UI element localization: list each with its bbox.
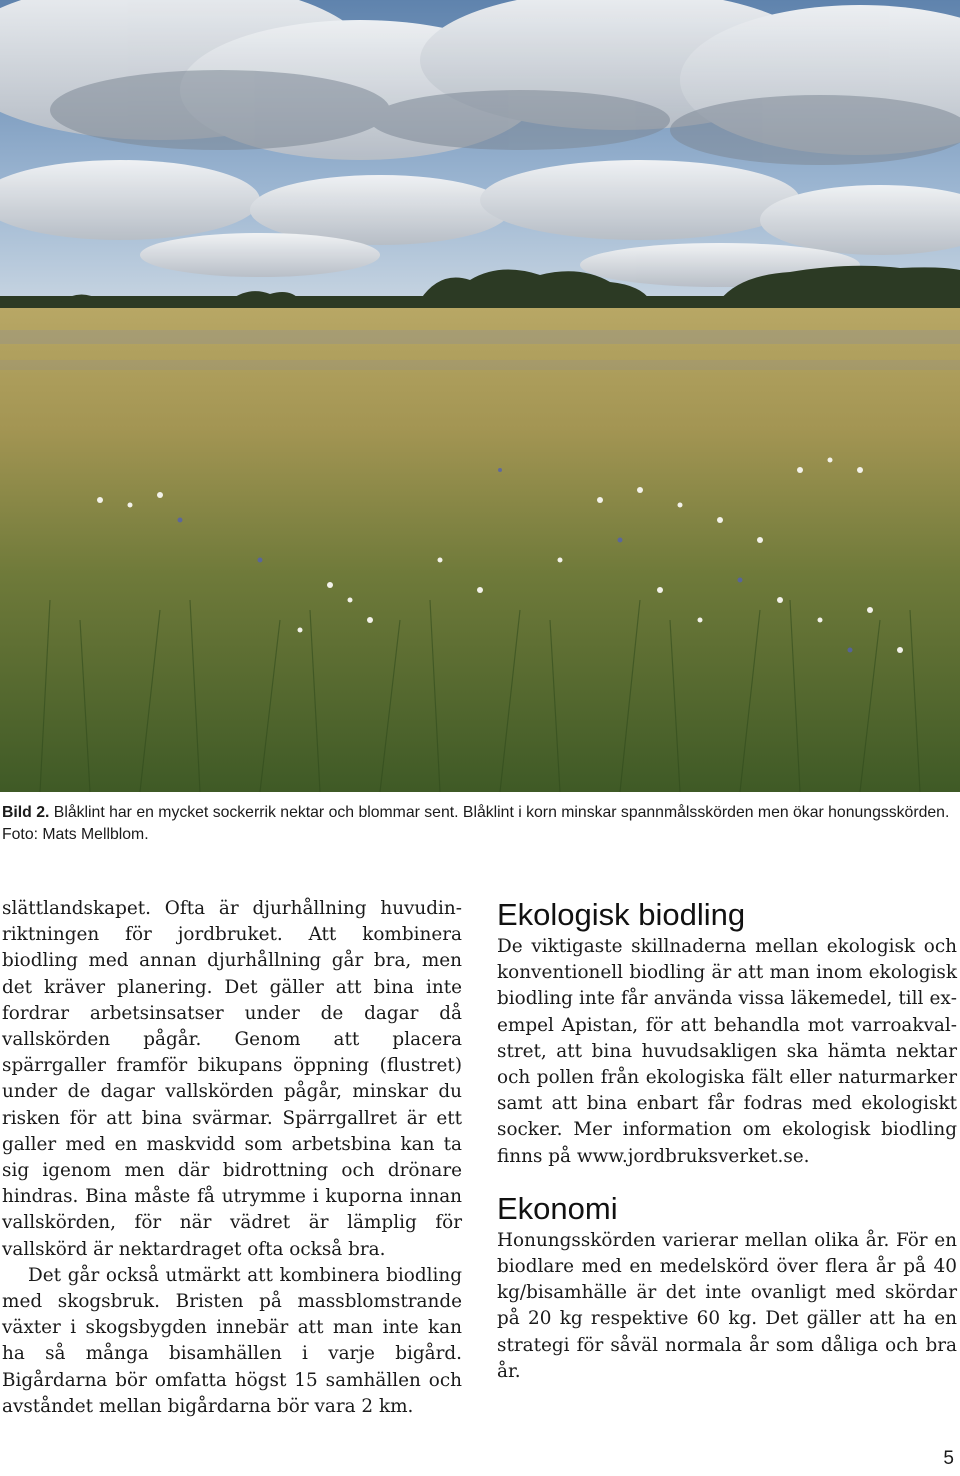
caption-label: Bild 2.: [2, 804, 50, 821]
ecological-paragraph: De viktigaste skillnaderna mellan ekologisk och konventionell biodling är att man inom ekologisk biodling inte får använda vissa läkemedel, till exempel Apistan, för att behandla mot varroakvalstret, att bina huvudsakligen ska hämta nektar och pollen från ekologiska fält eller naturmarker samt att bina enbart får fodras med ekologiskt socker. Mer information om ekologisk biodling finns på www.jordbruksverket.se.: [497, 936, 957, 1167]
economy-paragraph: Honungsskörden varierar mellan olika år. För en biodlare med en medelskörd över flera år på 40 kg/bisamhälle är det inte ovanligt med skördar på 20 kg respektive 60 kg. Det gäller att ha en strategi för såväl normala år som dåliga och bra år.: [497, 1229, 957, 1382]
page-number: 5: [943, 1448, 954, 1469]
caption-text: Blåklint har en mycket sockerrik nektar och blommar sent. Blåklint i korn minskar spannmålsskörden men ökar honungsskörden. Foto: Mats Mellblom.: [2, 804, 950, 843]
photo-caption: [2, 802, 952, 846]
left-paragraph-1: slättlandskapet. Ofta är djurhållning huvudinriktningen för jordbruket. Att kombinera biodling med annan djurhållning går bra, men det kräver planering. Det gäller att bina inte fordrar arbetsinsatser under de dagar då vallskörden pågår. Genom att placera spärrgaller framför bikupans öppning (flustret) under de dagar vallskörden pågår, minskar du risken för att bina svärmar. Spärrgallret är ett galler med en maskvidd som arbetsbina kan ta sig igenom men där bidrottning och drönare hindras. Bina måste få utrymme i kuporna innan vallskörden, för när vädret är lämplig för vallskörd är nektardraget ofta också bra.: [2, 898, 462, 1260]
heading-ecological-beekeeping: Ekologisk biodling: [497, 897, 746, 932]
right-column: [497, 896, 957, 1385]
left-column: [2, 896, 462, 1420]
heading-economy: Ekonomi: [497, 1190, 618, 1226]
left-paragraph-2: Det går också utmärkt att kombinera biodling med skogsbruk. Bristen på massblomstrande växter i skogsbygden innebär att man inte kan ha så många bisamhällen i varje bigård. Bigårdarna bör omfatta högst 15 samhällen och avståndet mellan bigårdarna bör vara 2 km.: [2, 1264, 462, 1417]
